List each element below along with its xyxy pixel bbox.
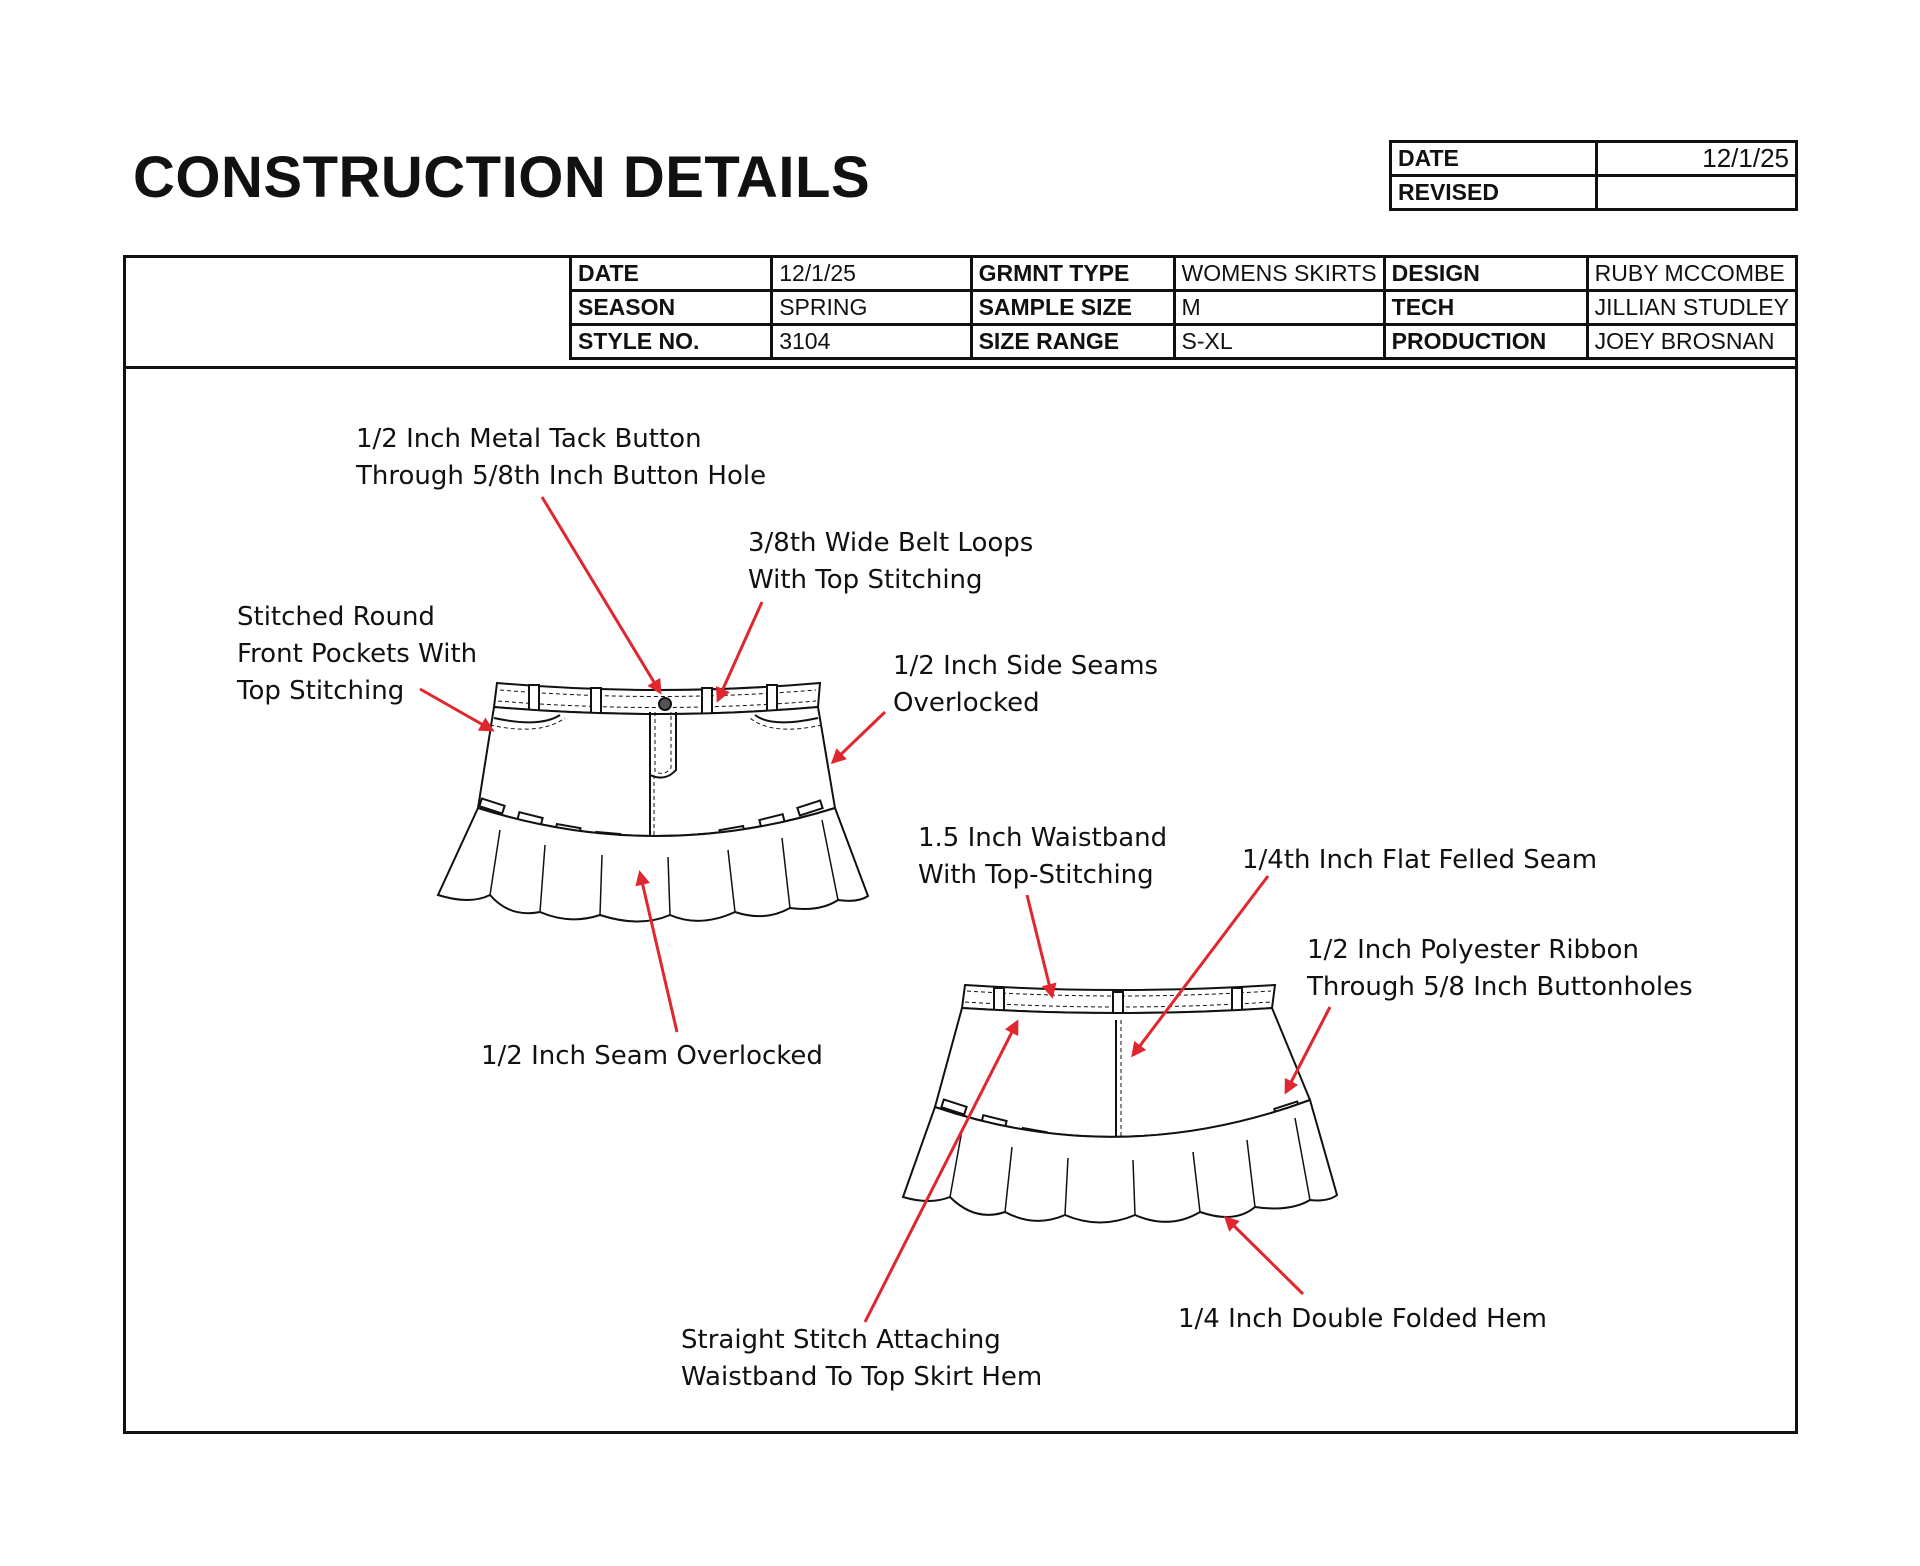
spec-label: TECH [1384, 291, 1587, 325]
callout-ribbon [1307, 932, 1693, 1006]
callout-line: With Top Stitching [748, 565, 983, 595]
spec-value: M [1174, 291, 1384, 325]
date-value: 12/1/25 [1597, 142, 1797, 176]
callout-line: Overlocked [893, 688, 1040, 718]
spec-label: SIZE RANGE [971, 325, 1174, 359]
callout-line: With Top-Stitching [918, 860, 1154, 890]
callout-line: 1/4 Inch Double Folded Hem [1178, 1304, 1547, 1334]
spec-label: DESIGN [1384, 257, 1587, 291]
spec-label: DATE [571, 257, 772, 291]
front-button [659, 698, 671, 710]
callout-line: 1/4th Inch Flat Felled Seam [1242, 845, 1598, 875]
callout-double-hem [1178, 1301, 1547, 1338]
front-skirt-flat [438, 683, 868, 922]
spec-value: RUBY MCCOMBE [1587, 257, 1796, 291]
spec-label: SAMPLE SIZE [971, 291, 1174, 325]
callout-seam-overlocked [481, 1038, 823, 1075]
arrow-ribbon [1286, 1007, 1330, 1092]
arrow-belt-loops [718, 602, 762, 700]
date-label: DATE [1391, 142, 1597, 176]
callout-line: Top Stitching [237, 676, 405, 706]
spec-value: S-XL [1174, 325, 1384, 359]
spec-value: SPRING [772, 291, 971, 325]
callout-line: 1/2 Inch Metal Tack Button [356, 424, 702, 454]
callout-line: Front Pockets With [237, 639, 478, 669]
callout-tack-button [356, 421, 766, 495]
spec-label: GRMNT TYPE [971, 257, 1174, 291]
callout-waistband [918, 820, 1167, 894]
arrow-tack-button [542, 497, 660, 692]
callout-line: Through 5/8th Inch Button Hole [356, 461, 767, 491]
callout-line: Stitched Round [237, 602, 435, 632]
callout-front-pockets [237, 599, 477, 710]
back-skirt-flat [903, 985, 1337, 1223]
callout-line: 3/8th Wide Belt Loops [748, 528, 1034, 558]
spec-value: 12/1/25 [772, 257, 971, 291]
callout-line: 1.5 Inch Waistband [918, 823, 1168, 853]
spec-label: STYLE NO. [571, 325, 772, 359]
callout-line: Straight Stitch Attaching [681, 1325, 1001, 1355]
callout-line: 1/2 Inch Polyester Ribbon [1307, 935, 1639, 965]
arrow-double-hem [1226, 1218, 1303, 1294]
spec-value: WOMENS SKIRTS [1174, 257, 1384, 291]
callout-straight-stitch [681, 1322, 1042, 1396]
spec-label: SEASON [571, 291, 772, 325]
callout-side-seams [893, 648, 1158, 722]
callout-belt-loops [748, 525, 1033, 599]
spec-value: JILLIAN STUDLEY [1587, 291, 1796, 325]
arrow-side-seams [833, 712, 885, 762]
spec-value: 3104 [772, 325, 971, 359]
callout-flat-felled [1242, 842, 1597, 879]
callout-line: Through 5/8 Inch Buttonholes [1307, 972, 1693, 1002]
page-title: CONSTRUCTION DETAILS [133, 145, 871, 210]
callout-line: 1/2 Inch Seam Overlocked [481, 1041, 823, 1071]
spec-value: JOEY BROSNAN [1587, 325, 1796, 359]
revised-label: REVISED [1391, 176, 1597, 210]
callout-line: 1/2 Inch Side Seams [893, 651, 1159, 681]
spec-label: PRODUCTION [1384, 325, 1587, 359]
arrow-waistband [1027, 895, 1052, 996]
callout-line: Waistband To Top Skirt Hem [681, 1362, 1043, 1392]
